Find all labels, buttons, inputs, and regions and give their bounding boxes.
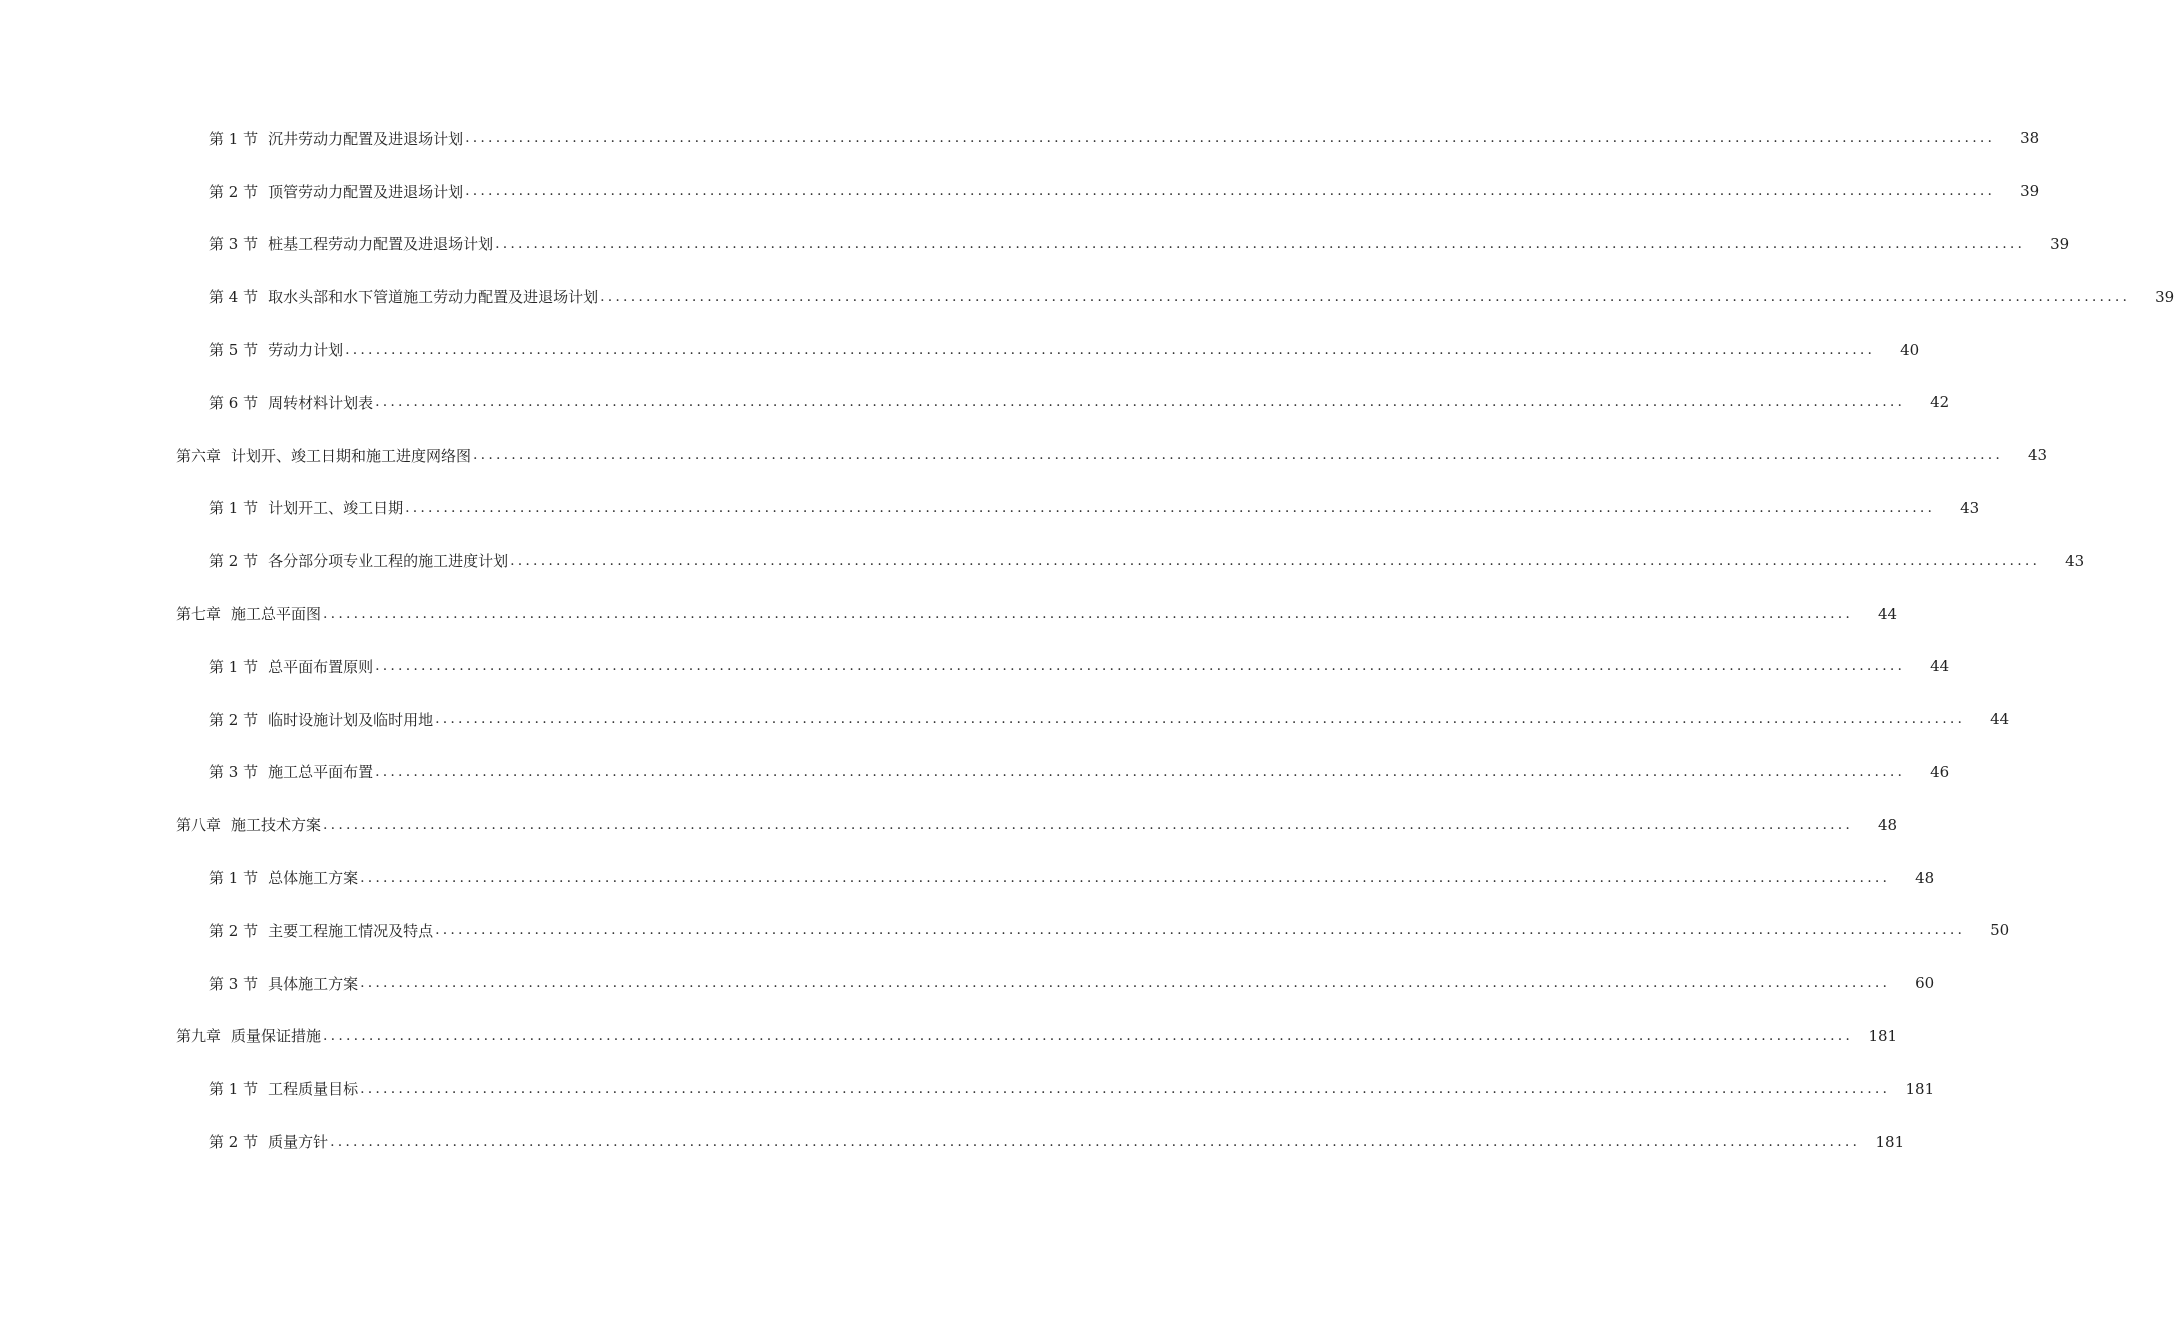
toc-entry-number: 第 3 节 <box>209 763 259 782</box>
toc-entry-number: 第 2 节 <box>209 710 259 729</box>
toc-entry-page: 43 <box>2027 446 2048 465</box>
toc-entry-title: 施工总平面图 <box>231 605 322 624</box>
dot-leader: ........................................................................................................................................................................................................ <box>405 499 1936 516</box>
toc-entry-number: 第 4 节 <box>209 288 259 307</box>
toc-entry-title: 具体施工方案 <box>268 974 359 993</box>
toc-entry-title: 主要工程施工情况及特点 <box>268 921 434 940</box>
toc-entry-number: 第 3 节 <box>209 974 259 993</box>
dot-leader: ........................................................................................................................................................................................................ <box>360 1080 1891 1097</box>
toc-entry-title: 桩基工程劳动力配置及进退场计划 <box>268 235 494 254</box>
toc-entry-page: 44 <box>1877 604 1898 623</box>
toc-entry-number: 第 1 节 <box>209 129 259 148</box>
toc-entry-title: 计划开工、竣工日期 <box>268 499 404 518</box>
toc-entry-number: 第 2 节 <box>209 182 259 201</box>
toc-entry-page: 60 <box>1915 974 1935 993</box>
dot-leader: ........................................................................................................................................................................................................ <box>345 341 1876 358</box>
toc-entry-title: 周转材料计划表 <box>268 393 374 412</box>
toc-entry-number: 第 1 节 <box>209 657 259 676</box>
toc-entry-page: 39 <box>2050 234 2070 253</box>
toc-entry-page: 44 <box>1930 657 1950 676</box>
dot-leader: ........................................................................................................................................................................................................ <box>473 447 2004 464</box>
toc-entry-number: 第九章 <box>176 1027 222 1046</box>
toc-entry-page: 39 <box>2020 182 2040 201</box>
toc-chapter-entry[interactable] <box>0 1010 1898 1063</box>
toc-entry-page: 181 <box>1875 1132 1905 1151</box>
toc-entry[interactable] <box>0 323 1920 376</box>
toc-entry-title: 顶管劳动力配置及进退场计划 <box>268 182 464 201</box>
dot-leader: ........................................................................................................................................................................................................ <box>375 763 1906 780</box>
toc-entry[interactable] <box>0 1062 1935 1115</box>
dot-leader: ........................................................................................................................................................................................................ <box>435 711 1966 728</box>
toc-entry[interactable] <box>0 693 2010 746</box>
dot-leader: ........................................................................................................................................................................................................ <box>465 130 1996 147</box>
dot-leader: ........................................................................................................................................................................................................ <box>465 183 1996 200</box>
toc-entry-page: 39 <box>2155 287 2174 306</box>
toc-entry-number: 第六章 <box>176 446 222 465</box>
toc-entry[interactable] <box>0 112 2040 165</box>
toc-entry-page: 42 <box>1930 393 1950 412</box>
toc-entry-title: 工程质量目标 <box>268 1080 359 1099</box>
toc-entry-number: 第 6 节 <box>209 393 259 412</box>
toc-entry-title: 劳动力计划 <box>268 341 344 360</box>
dot-leader: ........................................................................................................................................................................................................ <box>360 975 1891 992</box>
toc-entry-page: 40 <box>1900 340 1920 359</box>
dot-leader: ........................................................................................................................................................................................................ <box>323 1027 1854 1044</box>
dot-leader: ........................................................................................................................................................................................................ <box>323 816 1854 833</box>
toc-entry-page: 181 <box>1868 1026 1898 1045</box>
toc-entry[interactable] <box>0 218 2070 271</box>
toc-entry[interactable] <box>0 851 1935 904</box>
toc-entry-page: 43 <box>2065 551 2085 570</box>
toc-entry-number: 第 1 节 <box>209 499 259 518</box>
dot-leader: ........................................................................................................................................................................................................ <box>360 869 1891 886</box>
toc-entry[interactable] <box>0 534 2085 587</box>
toc-entry-page: 38 <box>2020 129 2040 148</box>
toc-entry[interactable] <box>0 376 1950 429</box>
toc-entry-page: 43 <box>1960 498 1980 517</box>
toc-entry-title: 各分部分项专业工程的施工进度计划 <box>268 552 509 571</box>
toc-entry[interactable] <box>0 1115 1905 1168</box>
toc-entry-title: 质量方针 <box>268 1133 329 1152</box>
toc-entry-number: 第 5 节 <box>209 341 259 360</box>
toc-entry-number: 第 3 节 <box>209 235 259 254</box>
toc-entry-page: 46 <box>1930 762 1950 781</box>
toc-entry-number: 第 2 节 <box>209 1133 259 1152</box>
dot-leader: ........................................................................................................................................................................................................ <box>330 1133 1861 1150</box>
toc-entry-number: 第 2 节 <box>209 921 259 940</box>
toc-entry[interactable] <box>0 904 2010 957</box>
table-of-contents <box>0 112 2174 1168</box>
toc-entry-number: 第七章 <box>176 605 222 624</box>
dot-leader: ........................................................................................................................................................................................................ <box>435 922 1966 939</box>
toc-entry-title: 施工总平面布置 <box>268 763 374 782</box>
toc-entry[interactable] <box>0 957 1935 1010</box>
toc-entry[interactable] <box>0 482 1980 535</box>
toc-entry-title: 总体施工方案 <box>268 869 359 888</box>
toc-entry-title: 临时设施计划及临时用地 <box>268 710 434 729</box>
toc-chapter-entry[interactable] <box>0 429 2048 482</box>
toc-entry-page: 48 <box>1877 815 1898 834</box>
dot-leader: ........................................................................................................................................................................................................ <box>375 394 1906 411</box>
toc-entry[interactable] <box>0 746 1950 799</box>
toc-chapter-entry[interactable] <box>0 587 1898 640</box>
toc-entry[interactable] <box>0 165 2040 218</box>
toc-entry[interactable] <box>0 270 2174 323</box>
dot-leader: ........................................................................................................................................................................................................ <box>510 552 2041 569</box>
toc-entry-number: 第八章 <box>176 816 222 835</box>
toc-entry-title: 计划开、竣工日期和施工进度网络图 <box>231 446 472 465</box>
toc-entry-page: 48 <box>1915 868 1935 887</box>
dot-leader: ........................................................................................................................................................................................................ <box>375 658 1906 675</box>
toc-entry[interactable] <box>0 640 1950 693</box>
toc-entry-page: 50 <box>1990 921 2010 940</box>
toc-entry-title: 质量保证措施 <box>231 1027 322 1046</box>
toc-entry-title: 取水头部和水下管道施工劳动力配置及进退场计划 <box>268 288 599 307</box>
dot-leader: ........................................................................................................................................................................................................ <box>323 605 1854 622</box>
toc-entry-title: 总平面布置原则 <box>268 657 374 676</box>
dot-leader: ........................................................................................................................................................................................................ <box>600 288 2131 305</box>
toc-entry-title: 施工技术方案 <box>231 816 322 835</box>
toc-entry-page: 181 <box>1905 1079 1935 1098</box>
toc-entry-number: 第 2 节 <box>209 552 259 571</box>
toc-entry-number: 第 1 节 <box>209 1080 259 1099</box>
toc-entry-number: 第 1 节 <box>209 869 259 888</box>
toc-chapter-entry[interactable] <box>0 798 1898 851</box>
dot-leader: ........................................................................................................................................................................................................ <box>495 235 2026 252</box>
toc-entry-title: 沉井劳动力配置及进退场计划 <box>268 129 464 148</box>
toc-entry-page: 44 <box>1990 710 2010 729</box>
